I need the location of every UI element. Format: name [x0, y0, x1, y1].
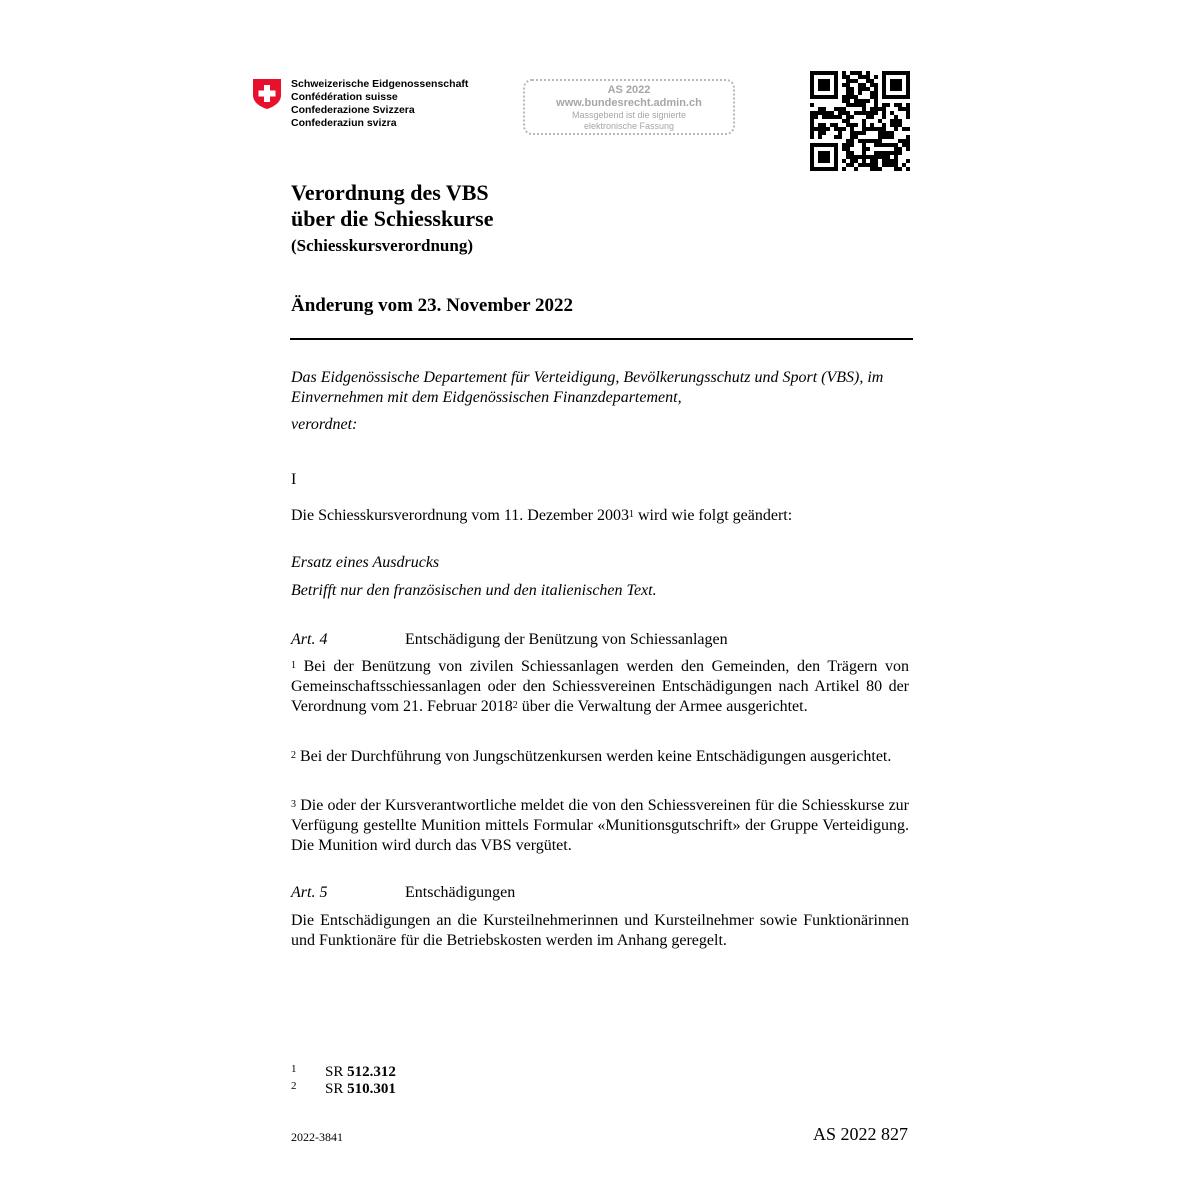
footnote-1: [291, 1064, 491, 1081]
article-4-paragraph-3: [291, 796, 909, 856]
footnote-number: 1: [291, 1063, 297, 1075]
stamp-note-2: elektronische Fassung: [583, 121, 675, 131]
footnote-sr-link[interactable]: 510.301: [347, 1081, 396, 1097]
swiss-coat-of-arms-icon: [252, 78, 282, 110]
paragraph-text: Bei der Durchführung von Jungschützenkursen werden keine Entschädigungen ausgerichtet.: [296, 748, 892, 765]
enacting-formula: verordnet:: [291, 416, 358, 433]
paragraph-number: 3: [291, 799, 296, 810]
title-line-1: Verordnung des VBS: [291, 180, 489, 205]
article-4-paragraph-2: [291, 747, 909, 767]
paragraph-text-end: über die Verwaltung der Armee ausgerichtet.: [517, 698, 808, 715]
federation-name-de: Schweizerische Eidgenossenschaft: [291, 78, 469, 90]
article-4-paragraph-1: [291, 657, 909, 717]
replacement-text: Betrifft nur den französischen und den italienischen Text.: [291, 582, 657, 599]
stamp-collection: AS 2022: [607, 84, 651, 96]
qr-code-icon: [810, 71, 910, 171]
footnote-sr-link[interactable]: 512.312: [347, 1064, 396, 1080]
footnote-2: [291, 1081, 491, 1098]
footnote-number: 2: [291, 1080, 297, 1092]
amendment-date: Änderung vom 23. November 2022: [291, 295, 574, 316]
footnote-prefix: SR: [325, 1081, 348, 1097]
replacement-heading: Ersatz eines Ausdrucks: [291, 554, 440, 571]
paragraph-number: 1: [291, 660, 296, 671]
article-4-label: Art. 4: [291, 631, 328, 648]
footnote-prefix: SR: [325, 1064, 348, 1080]
official-collection-number: AS 2022 827: [813, 1124, 909, 1144]
document-short-title: (Schiesskursverordnung): [291, 236, 473, 255]
article-4-heading: [291, 630, 728, 650]
paragraph-number: 2: [291, 750, 296, 761]
paragraph-text: Die oder der Kursverantwortliche meldet die von den Schiessvereinen für die Schiesskurse zur Verfügung gestellte Munition mittels Formular «Munitionsgutschrift» der Gruppe Verteidigung. Die Munition wird durch das VBS vergütet.: [291, 797, 909, 854]
article-5-label: Art. 5: [291, 884, 328, 901]
federation-name-fr: Confédération suisse: [291, 91, 398, 103]
title-line-2: über die Schiesskurse: [291, 206, 494, 231]
preamble: Das Eidgenössische Departement für Verteidigung, Bevölkerungsschutz und Sport (VBS), im Einvernehmen mit dem Eidgenössischen Finanzdepartement,: [291, 369, 884, 406]
document-id: 2022-3841: [291, 1130, 343, 1144]
title-divider: [290, 338, 913, 340]
intro-text-end: wird wie folgt geändert:: [634, 507, 793, 524]
intro-text: Die Schiesskursverordnung vom 11. Dezember 2003: [291, 507, 629, 524]
federation-name-it: Confederazione Svizzera: [291, 104, 415, 116]
article-4-title: Entschädigung der Benützung von Schiessanlagen: [405, 631, 728, 648]
section-number: I: [291, 471, 297, 488]
document-title: [291, 180, 494, 232]
stamp-url[interactable]: www.bundesrecht.admin.ch: [556, 97, 702, 109]
paragraph-text: Bei der Benützung von zivilen Schiessanlagen werden den Gemeinden, den Trägern von Gemeinschaftsschiessanlagen oder den Schiessvereinen Entschädigungen nach Artikel 80 der Verordnung vom 21. Februar 2018: [291, 658, 909, 715]
federation-name-block: [291, 78, 468, 130]
amendment-intro: [291, 506, 792, 526]
footnote-ref-1[interactable]: 1: [629, 509, 634, 520]
federation-name-rm: Confederaziun svizra: [291, 117, 397, 129]
stamp-note-1: Massgebend ist die signierte: [571, 110, 687, 120]
publication-stamp: [523, 79, 735, 135]
article-5-title: Entschädigungen: [405, 884, 516, 901]
article-5-heading: [291, 883, 516, 903]
footnote-ref-2[interactable]: 2: [512, 700, 518, 711]
article-5-paragraph: Die Entschädigungen an die Kursteilnehmerinnen und Kursteilnehmer sowie Funktionärinnen und Funktionäre für die Betriebskosten werden im Anhang geregelt.: [291, 912, 909, 949]
